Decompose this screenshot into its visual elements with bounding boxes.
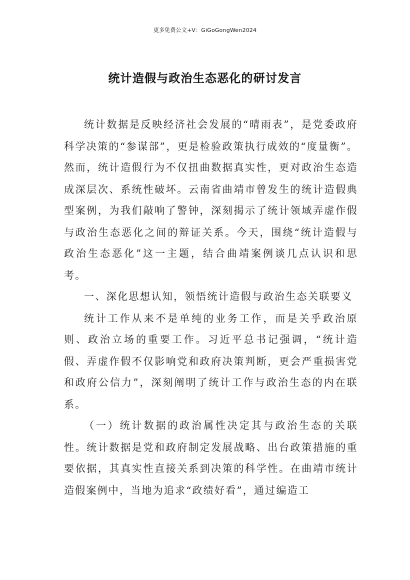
- document-title: 统计造假与政治生态恶化的研讨发言: [108, 71, 302, 85]
- paragraph-intro: 统计数据是反映经济社会发展的“晴雨表”，是党委政府科学决策的“参谋部”，更是检验政策执行成效的“度量衡”。然而，统计造假行为不仅扭曲数据真实性，更对政治生态造成深层次、系统性破坏。云南省曲靖市曾发生的统计造假典型案例，为我们敲响了警钟，深刻揭示了统计领域弄虚作假与政治生态恶化之间的辩证关系。今天，围绕“统计造假与政治生态恶化”这一主题，结合曲靖案例谈几点认识和思考。: [64, 120, 358, 282]
- document-body: [64, 115, 358, 502]
- section-heading-1: 一、深化思想认知，领悟统计造假与政治生态关联要义: [84, 292, 353, 303]
- paragraph-subsection-1: （一）统计数据的政治属性决定其与政治生态的关联性。统计数据是党和政府制定发展战略、出台政策措施的重要依据，其真实性直接关系到决策的科学性。在曲靖市统计造假案例中，当地为追求“政绩好看”，通过编造工: [64, 421, 358, 497]
- paragraph-section-1: 统计工作从来不是单纯的业务工作，而是关乎政治原则、政治立场的重要工作。习近平总书记强调，“统计造假、弄虚作假不仅影响党和政府决策判断，更会严重损害党和政府公信力”，深刻阐明了统计工作与政治生态的内在联系。: [64, 313, 358, 411]
- header-note: 更多免费公文+V：GiGoGongWen2024: [153, 28, 257, 34]
